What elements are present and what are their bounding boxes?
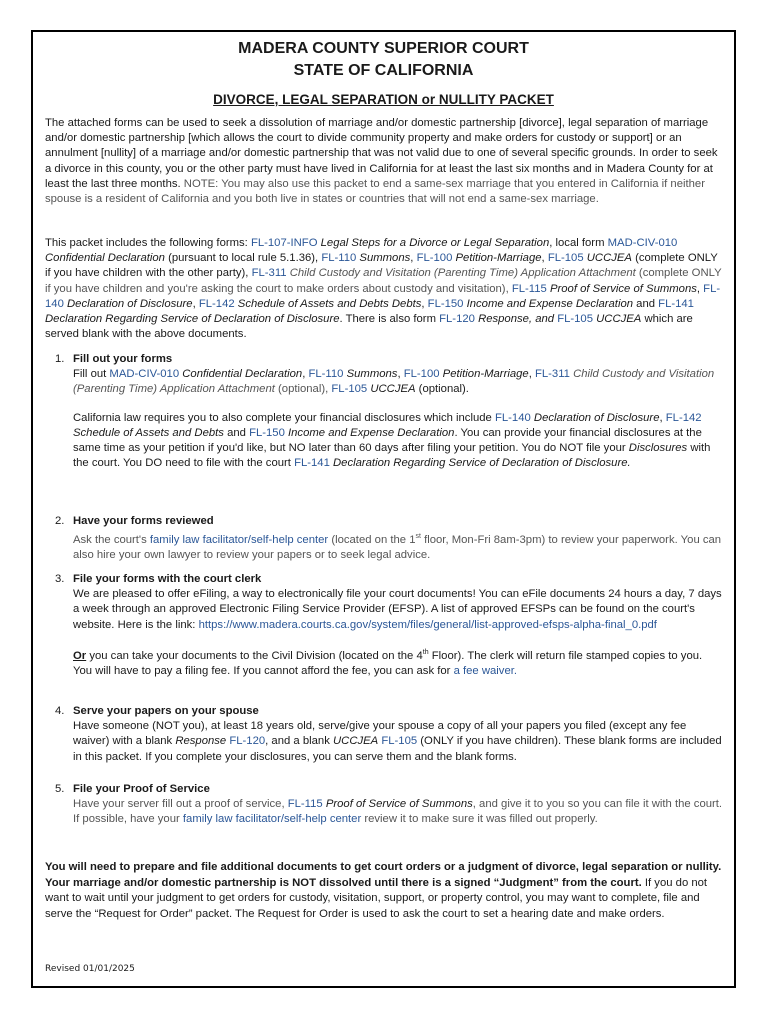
- step-text: Or you can take your documents to the Civil Division (located on the 4th Floor). The clerk will return file stamped copies to you. You will have to pay a filing fee. If you cannot afford the fee, you can ask for a fee waiver.: [73, 648, 703, 677]
- step-number: 2.: [55, 515, 65, 527]
- form-title: UCCJEA: [596, 313, 642, 326]
- step-text: We are pleased to offer eFiling, a way to electronically file your court documents! You can eFile documents 24 hours a day, 7 days a week through an approved Electronic Filing Service Provider (EFSP). A list of approved EFSPs can be found on the court's website. Here is the link: https://www.madera.courts.ca.gov/system/files/general/list-approved-efsps-alpha-final_0.pdf: [73, 588, 722, 631]
- intro-note: NOTE: You may also use this packet to end a same-sex marriage that you entered in California if neither spouse is a resident of California and you both live in states or countries that will not end a same-sex marriage.: [45, 177, 705, 206]
- link-fee-waiver[interactable]: a fee waiver.: [453, 664, 518, 677]
- step-number: 4.: [55, 705, 65, 717]
- link-fl-105[interactable]: FL-105: [547, 252, 584, 265]
- link-self-help-center[interactable]: family law facilitator/self-help center: [182, 813, 362, 826]
- forms-paragraph: This packet includes the following forms: FL-107-INFO Legal Steps for a Divorce or Legal Separation, local form MAD-CIV-010 Confidential Declaration (pursuant to local rule 5.1.36), FL-110 Summons, FL-100 Petition-Marriage, FL-105 UCCJEA (complete ONLY if you have children with the other party), FL-311 Child Custody and Visitation (Parenting Time) Application Attachment (complete ONLY if you have children and you're asking the court to make orders about custody and visitation), FL-115 Proof of Service of Summons, FL-140 Declaration of Disclosure, FL-142 Schedule of Assets and Debts Debts, FL-150 Income and Expense Declaration and FL-141 Declaration Regarding Service of Declaration of Disclosure. There is also form FL-120 Response, and FL-105 UCCJEA which are served blank with the above documents.: [45, 237, 722, 341]
- forms-text: (complete ONLY if you have children and you're asking the court to make orders about custody and visitation),: [45, 267, 722, 295]
- link-fl-140[interactable]: FL-140: [45, 282, 721, 310]
- step-3: [55, 572, 723, 679]
- link-fl-100[interactable]: FL-100: [403, 368, 440, 381]
- forms-text: This packet includes the following forms:: [45, 237, 251, 249]
- step-title: Serve your papers on your spouse: [73, 705, 259, 717]
- forms-text: There is also form: [345, 313, 440, 326]
- step-title: File your Proof of Service: [73, 783, 210, 795]
- link-fl-107-info[interactable]: FL-107-INFO: [250, 237, 318, 249]
- intro-text: The attached forms can be used to seek a dissolution of marriage and/or domestic partnership [divorce], legal separation of marriage and/or domestic partnership [which allows the court to divide community property and make orders for custody or support] or an annulment [nullity] of a marriage and/or domestic partnership that was not valid due to one of several specific grounds. In order to seek a divorce in this county, you or the other party must have lived in California for at least the last six months and in Madera County for at least the last three months.: [45, 117, 718, 190]
- step-title: Have your forms reviewed: [73, 515, 214, 527]
- forms-text: (pursuant to local rule 5.1.36),: [164, 252, 322, 265]
- link-fl-110[interactable]: FL-110: [321, 252, 357, 265]
- link-fl-115[interactable]: FL-115: [511, 282, 547, 295]
- intro-paragraph: [45, 116, 722, 207]
- revised-date: Revised 01/01/2025: [45, 964, 135, 974]
- link-fl-100[interactable]: FL-100: [416, 252, 453, 265]
- link-fl-140[interactable]: FL-140: [494, 411, 531, 424]
- closing-paragraph: [45, 860, 722, 922]
- step-text: California law requires you to also complete your financial disclosures which include FL-140 Declaration of Disclosure, FL-142 Schedule of Assets and Debts and FL-150 Income and Expense Declaration. You can provide your financial disclosures at the same time as your petition if you'd like, but NO later than 60 days after filing your petition. You do NOT file your Disclosures with the court. You DO need to file with the court FL-141 Declaration Regarding Service of Declaration of Disclosure.: [73, 411, 711, 470]
- closing-text: If you do not want to wait until your judgment to get orders for custody, visitation, support, or property control, you may want to complete, file and serve the “Request for Order” packet. The Request for Order is used to ask the court to set a hearing date and make orders.: [45, 876, 708, 920]
- link-fl-105[interactable]: FL-105: [331, 383, 368, 396]
- step-title: File your forms with the court clerk: [73, 573, 262, 585]
- state-name: STATE OF CALIFORNIA: [293, 62, 474, 79]
- step-number: 1.: [55, 353, 65, 365]
- step-text: Fill out MAD-CIV-010 Confidential Declaration, FL-110 Summons, FL-100 Petition-Marriage, FL-311 Child Custody and Visitation (Parenting Time) Application Attachment (optional), FL-105 UCCJEA (optional).: [73, 368, 715, 396]
- forms-text: which are served blank with the above documents.: [45, 313, 693, 341]
- closing-bold: You will need to prepare and file additional documents to get court orders or a judgment of divorce, legal separation or nullity. Your marriage and/or domestic partnership is NOT dissolved until there is a signed “Judgment” from the court.: [45, 861, 722, 889]
- form-title: Summons: [359, 252, 411, 265]
- link-mad-civ-010[interactable]: MAD-CIV-010: [607, 237, 678, 249]
- link-fl-142[interactable]: FL-142: [665, 411, 702, 424]
- forms-text: , local form: [549, 237, 608, 249]
- step-4: [55, 704, 723, 765]
- step-text: Ask the court's family law facilitator/self-help center (located on the 1st floor, Mon-Fri 8am-3pm) to review your paperwork. You can also hire your own lawyer to review your papers or to seek legal advice.: [73, 533, 722, 562]
- link-fl-105[interactable]: FL-105: [381, 735, 418, 748]
- step-2: [55, 514, 723, 563]
- forms-text: (complete ONLY if you have children with the other party),: [45, 252, 718, 280]
- forms-text: and: [633, 297, 659, 310]
- form-title: Declaration Regarding Service of Declaration of Disclosure: [45, 313, 340, 326]
- form-title: Schedule of Assets and Debts: [237, 297, 389, 310]
- form-title: Income and Expense Declaration: [466, 297, 634, 310]
- link-fl-150[interactable]: FL-150: [249, 426, 285, 439]
- step-title: Fill out your forms: [73, 353, 173, 365]
- link-fl-150[interactable]: FL-150: [427, 297, 464, 310]
- link-fl-120[interactable]: FL-120: [439, 313, 475, 326]
- document-page: [31, 30, 736, 988]
- form-title: Child Custody and Visitation (Parenting Time) Application Attachment: [289, 267, 636, 280]
- form-title: Legal Steps for a Divorce or Legal Separation: [320, 237, 550, 249]
- packet-title: DIVORCE, LEGAL SEPARATION or NULLITY PACKET: [213, 92, 554, 107]
- link-fl-120[interactable]: FL-120: [229, 735, 266, 748]
- step-1: [55, 352, 723, 471]
- form-title: Declaration of Disclosure: [67, 297, 193, 310]
- step-text: Have someone (NOT you), at least 18 years old, serve/give your spouse a copy of all your papers you filed (except any fee waiver) with a blank Response FL-120, and a blank UCCJEA FL-105 (ONLY if you have children). These blank forms are included in this packet. If you complete your disclosures, you can serve them and the blank forms.: [73, 720, 722, 763]
- link-mad-civ-010[interactable]: MAD-CIV-010: [109, 368, 180, 381]
- link-fl-141[interactable]: FL-141: [294, 457, 330, 470]
- link-fl-110[interactable]: FL-110: [308, 368, 344, 381]
- form-title: UCCJEA: [586, 252, 632, 265]
- link-fl-311[interactable]: FL-311: [251, 267, 287, 280]
- link-self-help-center[interactable]: family law facilitator/self-help center: [149, 533, 329, 546]
- link-fl-115[interactable]: FL-115: [287, 798, 323, 811]
- form-title: Confidential Declaration: [45, 252, 165, 265]
- step-text: Have your server fill out a proof of service, FL-115 Proof of Service of Summons, and give it to you so you can file it with the court. If possible, have your family law facilitator/self-help center review it to make sure it was filled out properly.: [73, 798, 723, 826]
- link-fl-141[interactable]: FL-141: [658, 297, 694, 310]
- step-5: [55, 782, 723, 828]
- form-title: Proof of Service of Summons: [549, 282, 697, 295]
- court-name: MADERA COUNTY SUPERIOR COURT: [238, 40, 529, 57]
- step-number: 3.: [55, 573, 65, 585]
- link-efsp-list[interactable]: https://www.madera.courts.ca.gov/system/files/general/list-approved-efsps-alpha-final_0.pdf: [198, 618, 657, 631]
- link-fl-142[interactable]: FL-142: [198, 297, 235, 310]
- link-fl-311[interactable]: FL-311: [534, 368, 570, 381]
- form-title: Response, and: [478, 313, 555, 326]
- link-fl-105[interactable]: FL-105: [557, 313, 593, 326]
- step-number: 5.: [55, 783, 65, 795]
- form-title: Petition-Marriage: [455, 252, 542, 265]
